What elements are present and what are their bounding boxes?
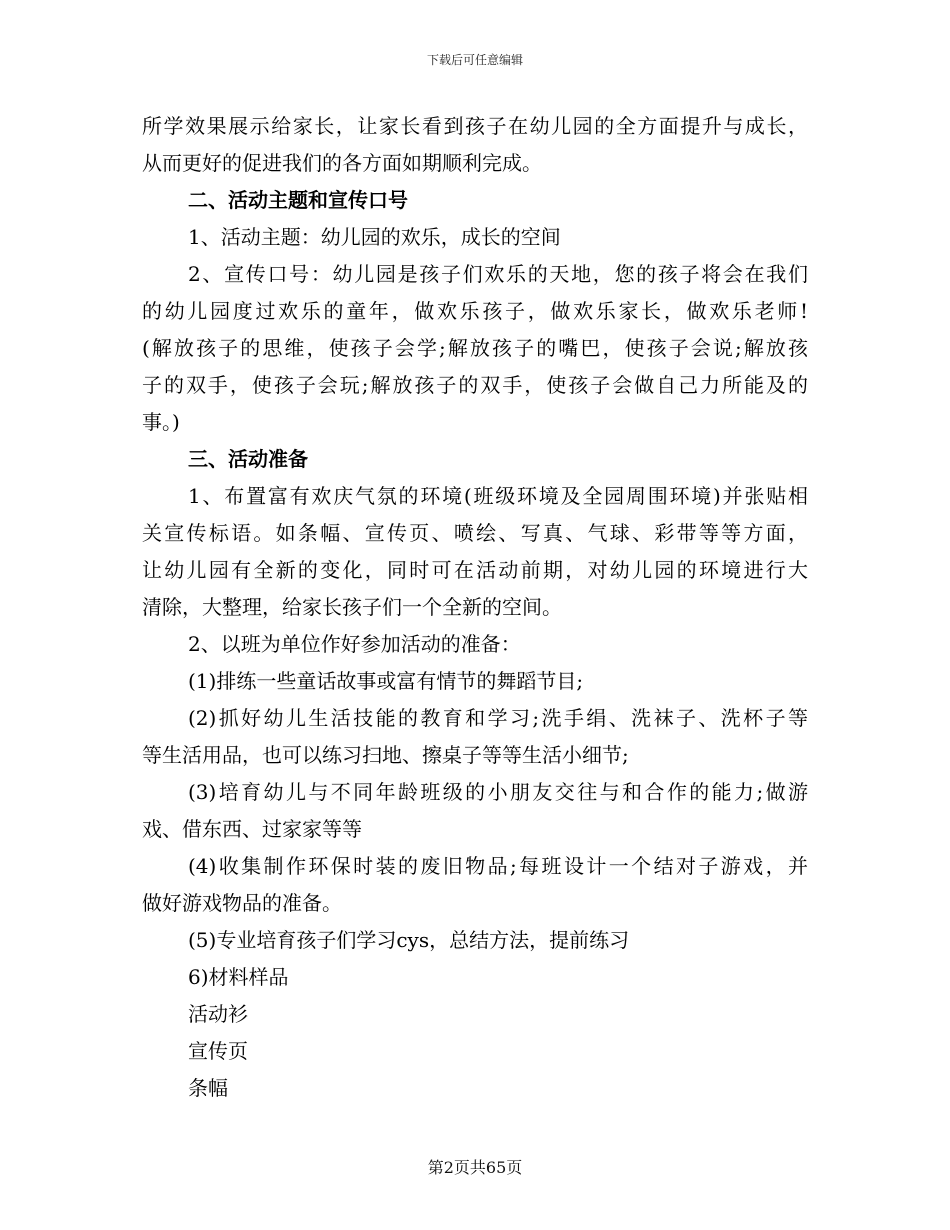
paragraph-line: 从而更好的促进我们的各方面如期顺利完成。 [142, 151, 542, 175]
page-footer: 第2页共65页 [427, 1158, 523, 1177]
list-item-continuation: 等生活用品，也可以练习扫地、擦桌子等等生活小细节; [142, 743, 629, 767]
paragraph-line: 1、布置富有欢庆气氛的环境(班级环境及全园周围环境)并张贴相 [188, 484, 808, 508]
page-header: 下载后可任意编辑 [426, 53, 523, 67]
list-item: (2)抓好幼儿生活技能的教育和学习;洗手绢、洗袜子、洗杯子等 [188, 706, 808, 730]
paragraph-line: 关宣传标语。如条幅、宣传页、喷绘、写真、气球、彩带等等方面， [142, 521, 808, 545]
material-item: 活动衫 [188, 1002, 248, 1026]
paragraph-line: 清除，大整理，给家长孩子们一个全新的空间。 [142, 595, 562, 619]
list-item: (5)专业培育孩子们学习cys，总结方法，提前练习 [188, 928, 630, 952]
paragraph-line: 2、以班为单位作好参加活动的准备： [188, 632, 521, 656]
paragraph-line: 的幼儿园度过欢乐的童年，做欢乐孩子，做欢乐家长，做欢乐老师! [142, 299, 808, 323]
list-item: (4)收集制作环保时装的废旧物品;每班设计一个结对子游戏，并 [188, 854, 808, 878]
list-item: (3)培育幼儿与不同年龄班级的小朋友交往与和合作的能力;做游 [188, 780, 808, 804]
paragraph-line: 子的双手，使孩子会玩;解放孩子的双手，使孩子会做自己力所能及的 [142, 373, 808, 397]
paragraph-line: 让幼儿园有全新的变化，同时可在活动前期，对幼儿园的环境进行大 [142, 558, 808, 582]
paragraph-line: 所学效果展示给家长，让家长看到孩子在幼儿园的全方面提升与成长， [142, 114, 808, 138]
paragraph-line: 事。) [142, 410, 180, 434]
material-item: 宣传页 [188, 1039, 248, 1063]
list-item-continuation: 做好游戏物品的准备。 [142, 891, 342, 915]
list-item-continuation: 戏、借东西、过家家等等 [142, 817, 362, 841]
section-heading: 二、活动主题和宣传口号 [188, 188, 408, 212]
list-item: 6)材料样品 [188, 965, 289, 989]
list-item: (1)排练一些童话故事或富有情节的舞蹈节目; [188, 669, 584, 693]
paragraph-line: 2、宣传口号：幼儿园是孩子们欢乐的天地，您的孩子将会在我们 [188, 262, 808, 286]
paragraph-line: 1、活动主题：幼儿园的欢乐，成长的空间 [188, 225, 561, 249]
section-heading: 三、活动准备 [188, 447, 308, 471]
document-body [142, 108, 808, 1107]
paragraph-line: (解放孩子的思维，使孩子会学;解放孩子的嘴巴，使孩子会说;解放孩 [142, 336, 808, 360]
material-item: 条幅 [188, 1076, 228, 1100]
